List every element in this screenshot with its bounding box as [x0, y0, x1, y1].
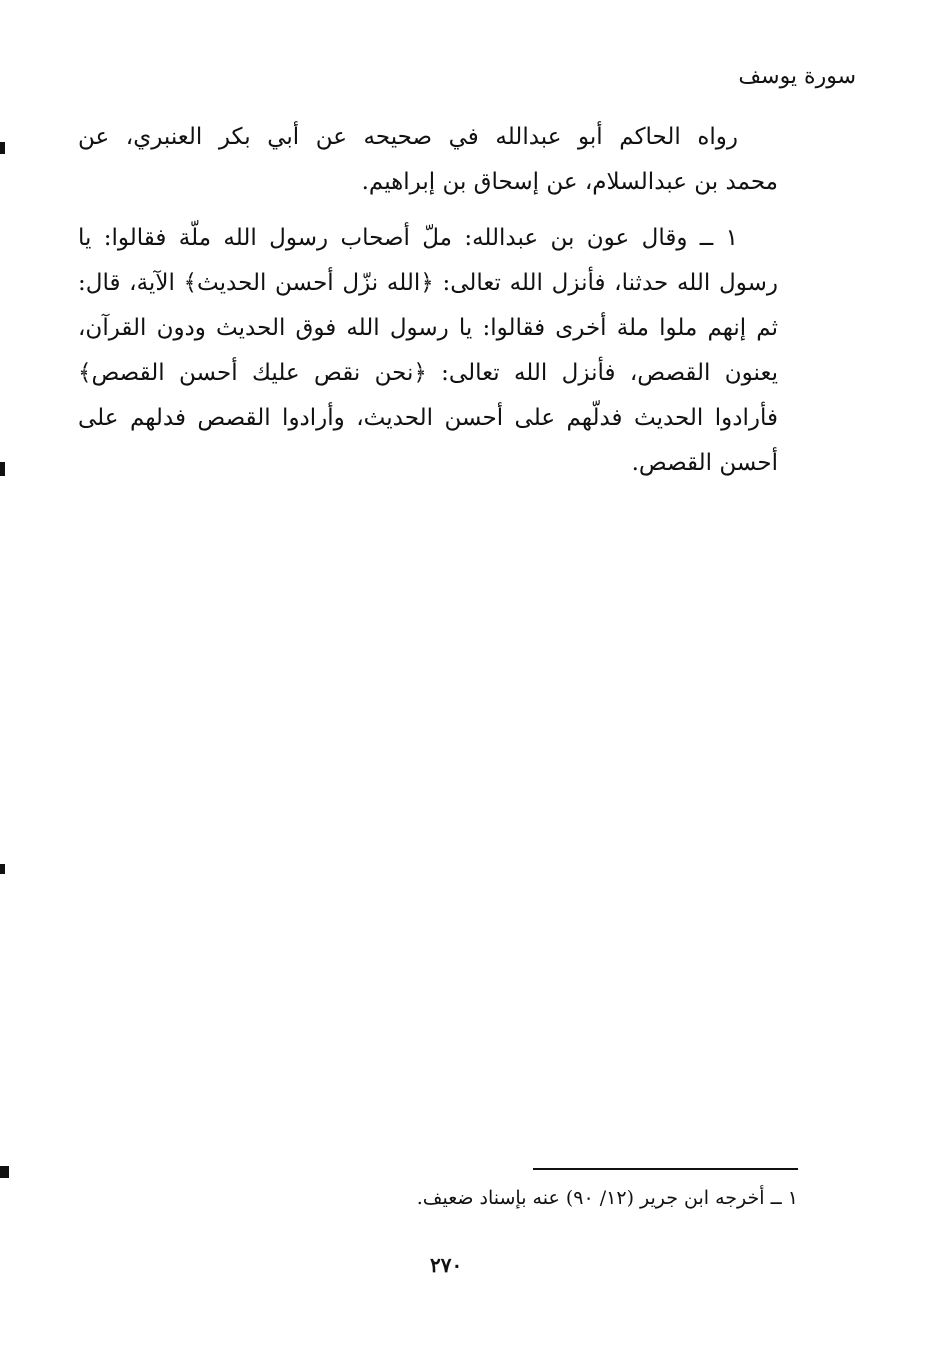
- page-number: ٢٧٠: [430, 1253, 463, 1277]
- scan-edge-mark: [0, 462, 5, 476]
- text-line: ثم إنهم ملوا ملة أخرى فقالوا: يا رسول الله فوق الحديث ودون القرآن،: [78, 315, 778, 341]
- footnote: ١ ــ أخرجه ابن جرير (١٢/ ٩٠) عنه بإسناد ضعيف.: [416, 1187, 798, 1209]
- text-line: رواه الحاكم أبو عبدالله في صحيحه عن أبي بكر العنبري، عن: [78, 124, 738, 150]
- text-line: أحسن القصص.: [631, 450, 778, 476]
- scan-edge-mark: [0, 864, 5, 874]
- text-line: فأرادوا الحديث فدلّهم على أحسن الحديث، وأرادوا القصص فدلهم على: [78, 405, 778, 431]
- scan-edge-mark: [0, 1166, 9, 1178]
- text-line: رسول الله حدثنا، فأنزل الله تعالى: ﴿الله نزّل أحسن الحديث﴾ الآية، قال:: [78, 270, 778, 296]
- scan-edge-mark: [0, 142, 5, 154]
- paragraph-2: [78, 216, 778, 486]
- footnote-divider: [533, 1168, 798, 1170]
- running-header: سورة يوسف: [738, 64, 856, 89]
- text-line: ١ ــ وقال عون بن عبدالله: ملّ أصحاب رسول الله ملّة فقالوا: يا: [78, 225, 738, 251]
- text-line: يعنون القصص، فأنزل الله تعالى: ﴿نحن نقص عليك أحسن القصص﴾: [78, 360, 778, 386]
- paragraph-1: [78, 115, 778, 205]
- text-line: محمد بن عبدالسلام، عن إسحاق بن إبراهيم.: [361, 169, 778, 195]
- main-text: [78, 115, 778, 486]
